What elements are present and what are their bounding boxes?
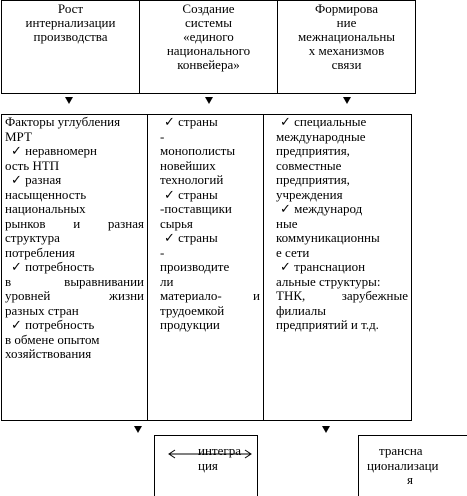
- box-text-line: международные: [276, 129, 366, 144]
- box-text-line: ционализаци: [367, 458, 439, 473]
- box-text-line: продукции: [160, 318, 220, 332]
- box-transnationalization: [358, 435, 467, 496]
- box-mrt-factors: [1, 114, 148, 421]
- box-text-line: ✓ специальные: [280, 115, 367, 129]
- box-text-line: ные: [276, 216, 298, 231]
- box-national-conveyor: [139, 0, 278, 94]
- box-text-line: новейших: [160, 158, 216, 173]
- box-text-line: монополисты: [160, 144, 236, 158]
- box-text-line: Создание: [182, 1, 235, 16]
- box-text-line: -: [160, 245, 165, 260]
- box-country-types: [147, 114, 264, 421]
- box-text-line: я: [407, 473, 413, 487]
- box-text-line: межнациональны: [297, 29, 396, 44]
- box-text-line: в обмене опытом: [5, 332, 100, 347]
- box-text-line: Факторы углубления: [5, 115, 121, 129]
- box-text-line: совместные: [276, 158, 342, 173]
- box-text-line: филиалы: [276, 303, 326, 318]
- box-text-line: конвейера»: [177, 57, 240, 72]
- box-text-line: ние: [336, 15, 357, 30]
- box-text-line: трудоемкой: [160, 303, 225, 318]
- box-text-line: ✓ страны: [164, 115, 218, 129]
- box-text-line: структура: [5, 231, 60, 245]
- arrow-down: [343, 97, 351, 104]
- box-text-line: потребления: [5, 245, 75, 260]
- box-text-line: ли: [160, 274, 174, 289]
- box-text-line: насыщенность: [5, 187, 87, 202]
- box-text-line: производства: [33, 29, 108, 44]
- box-text-line: ✓ международ: [280, 202, 363, 216]
- box-text-line: е сети: [276, 245, 310, 260]
- box-text-line: интегра: [198, 444, 241, 458]
- box-text-line: Формирова: [315, 1, 378, 16]
- box-text-line: ость НТП: [5, 158, 60, 173]
- box-international-mechanisms: [277, 0, 416, 94]
- box-text-line: связи: [331, 57, 362, 72]
- box-text-line: «единого: [183, 29, 234, 44]
- box-text-line: предприятий и т.д.: [276, 318, 379, 332]
- box-text-line: технологий: [160, 173, 224, 187]
- box-text-line: предприятия,: [276, 173, 350, 187]
- arrow-down: [322, 426, 330, 433]
- box-text-line: ✓ разная: [11, 173, 62, 187]
- box-text-line: ✓ потребность: [11, 260, 95, 274]
- box-text-line: х механизмов: [308, 43, 385, 58]
- box-text-line: хозяйствования: [5, 347, 92, 361]
- double-arrow-icon: [165, 448, 255, 460]
- box-text-line: ✓ неравномерн: [11, 144, 97, 158]
- box-integration: [154, 435, 258, 496]
- box-text-line: ✓ потребность: [11, 318, 95, 332]
- box-international-structures: [263, 114, 412, 421]
- box-text-line: уровней жизни: [5, 289, 144, 303]
- box-text-line: разных стран: [5, 303, 79, 318]
- arrow-down: [134, 426, 142, 433]
- box-text-line: ТНК, зарубежные: [276, 289, 408, 303]
- box-text-line: Рост: [57, 1, 84, 16]
- box-text-line: альные структуры:: [276, 274, 381, 289]
- box-text-line: МРТ: [5, 129, 32, 144]
- box-text-line: предприятия,: [276, 144, 350, 158]
- arrow-down: [65, 97, 73, 104]
- box-text-line: ция: [198, 458, 218, 473]
- box-internalization-growth: [1, 0, 140, 94]
- box-text-line: материало- и: [160, 289, 260, 303]
- arrow-down: [205, 97, 213, 104]
- box-text-line: коммуникационны: [276, 231, 380, 245]
- box-text-line: национальных: [5, 202, 86, 216]
- box-text-line: рынков и разная: [5, 216, 144, 231]
- box-text-line: сырья: [160, 216, 193, 231]
- box-text-line: в выравнивании: [5, 274, 144, 289]
- box-text-line: национального: [166, 43, 251, 58]
- box-text-line: учреждения: [276, 187, 343, 202]
- box-text-line: -поставщики: [160, 202, 232, 216]
- box-text-line: трансна: [379, 444, 423, 458]
- box-text-line: ✓ транснацион: [280, 260, 366, 274]
- box-text-line: производите: [160, 260, 230, 274]
- box-text-line: -: [160, 129, 165, 144]
- box-text-line: ✓ страны: [164, 231, 218, 245]
- box-text-line: системы: [185, 15, 232, 30]
- box-text-line: ✓ страны: [164, 187, 218, 202]
- box-text-line: интернализации: [25, 15, 116, 30]
